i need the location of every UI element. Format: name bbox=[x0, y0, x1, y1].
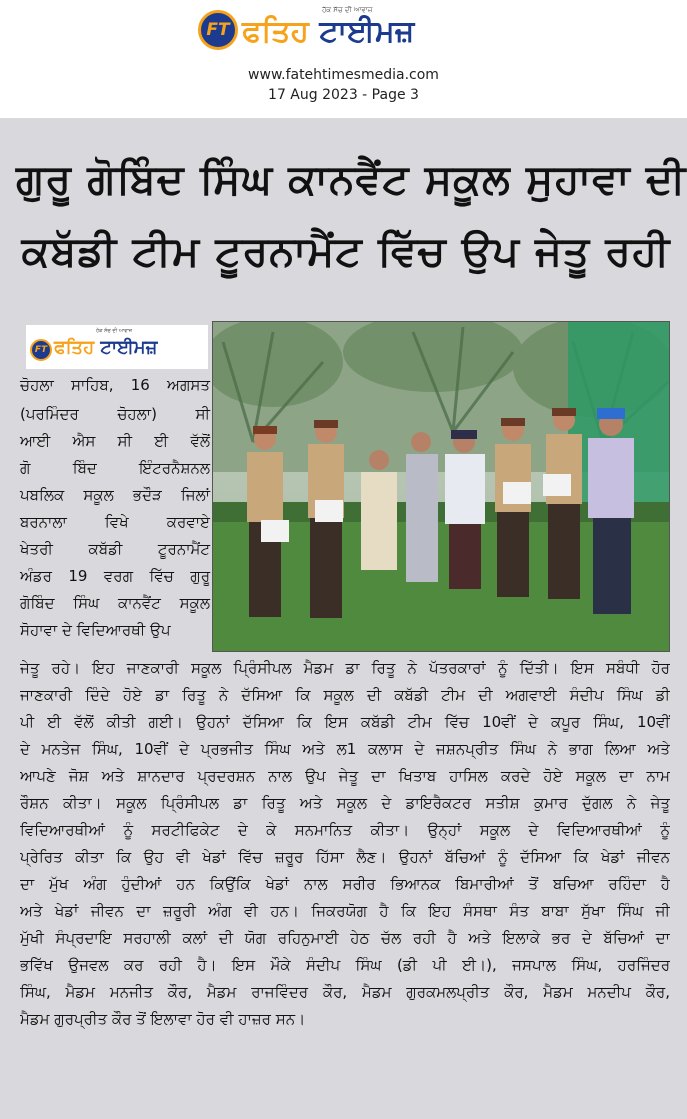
article-body-line: ਜੇਤੂ ਰਹੇ। ਇਹ ਜਾਣਕਾਰੀ ਸਕੂਲ ਪ੍ਰਿੰਸੀਪਲ ਮੈਡਮ ਡਾ ਰਿਤੂ ਨੇ ਪੱਤਰਕਾਰਾਂ ਨੂੰ ਦਿੱਤੀ। ਇਸ ਸਬੰਧੀ ਹੋਰ bbox=[20, 659, 670, 677]
publication-date-page: 17 Aug 2023 - Page 3 bbox=[268, 87, 419, 103]
clipping-logo-wordmark bbox=[54, 335, 157, 361]
article-body-line: ਭਵਿੱਖ ਉਜਵਲ ਕਰ ਰਹੀ ਹੈ। ਇਸ ਮੌਕੇ ਸੰਦੀਪ ਸਿੰਘ (ਡੀ ਪੀ ਈ।), ਜਸਪਾਲ ਸਿੰਘ, ਹਰਜਿੰਦਰ bbox=[20, 956, 670, 974]
article-body-line: ਆਪਣੇ ਜੋਸ਼ ਅਤੇ ਸ਼ਾਨਦਾਰ ਪ੍ਰਦਰਸ਼ਨ ਨਾਲ ਉਪ ਜੇਤੂ ਦਾ ਖਿਤਾਬ ਹਾਸਿਲ ਕਰਦੇ ਹੋਏ ਸਕੂਲ ਦਾ ਨਾਮ bbox=[20, 767, 670, 785]
clipping-logo-word-times: ਟਾਈਮਜ਼ bbox=[100, 337, 158, 358]
article-side-line: ਪਬਲਿਕ ਸਕੂਲ ਭਦੌੜ ਜਿਲਾਂ bbox=[20, 486, 210, 504]
logo-tagline: ਹੱਕ ਸੱਚ ਦੀ ਆਵਾਜ਼ bbox=[322, 6, 373, 14]
article-side-line: (ਪਰਮਿੰਦਰ ਚੋਹਲਾ) ਸੀ bbox=[20, 405, 210, 423]
article-side-line: ਚੋਹਲਾ ਸਾਹਿਬ, 16 ਅਗਸਤ bbox=[20, 376, 210, 394]
article-body-line: ਜਾਣਕਾਰੀ ਦਿੰਦੇ ਹੋਏ ਡਾ ਰਿਤੂ ਨੇ ਦੱਸਿਆ ਕਿ ਸਕੂਲ ਦੀ ਕਬੱਡੀ ਟੀਮ ਦੀ ਅਗਵਾਈ ਸੰਦੀਪ ਸਿੰਘ ਡੀ bbox=[20, 686, 670, 704]
masthead-logo bbox=[198, 6, 488, 58]
headline-line-1: ਗੁਰੂ ਗੋਬਿੰਦ ਸਿੰਘ ਕਾਨਵੈਂਟ ਸਕੂਲ ਸੁਹਾਵਾ ਦੀ bbox=[16, 155, 687, 203]
article-side-line: ਆਈ ਐਸ ਸੀ ਈ ਵੱਲੋਂ bbox=[20, 432, 210, 450]
article-body-line: ਸਿੰਘ, ਮੈਡਮ ਮਨਜੀਤ ਕੌਰ, ਮੈਡਮ ਰਾਜਵਿੰਦਰ ਕੌਰ, ਮੈਡਮ ਗੁਰਕਮਲਪ੍ਰੀਤ ਕੌਰ, ਮੈਡਮ ਮਨਦੀਪ ਕੌਰ, bbox=[20, 983, 670, 1001]
article-body-line: ਪੀ ਈ ਵੱਲੋਂ ਕੀਤੀ ਗਈ। ਉਹਨਾਂ ਦੱਸਿਆ ਕਿ ਇਸ ਕਬੱਡੀ ਟੀਮ ਵਿੱਚ 10ਵੀਂ ਦੇ ਕਪੂਰ ਸਿੰਘ, 10ਵੀਂ bbox=[20, 713, 670, 731]
logo-wordmark bbox=[242, 14, 414, 50]
logo-word-times: ਟਾਈਮਜ਼ bbox=[319, 14, 415, 49]
article-side-line: ਬਰਨਾਲਾ ਵਿਖੇ ਕਰਵਾਏ bbox=[20, 513, 210, 531]
logo-emblem: FT bbox=[198, 10, 238, 50]
headline-line-2: ਕਬੱਡੀ ਟੀਮ ਟੂਰਨਾਮੈਂਟ ਵਿੱਚ ਉਪ ਜੇਤੂ ਰਹੀ bbox=[21, 227, 671, 275]
clipping-logo bbox=[26, 325, 208, 369]
team-photo-image bbox=[213, 322, 670, 652]
clipping-logo-emblem: FT bbox=[30, 339, 52, 361]
source-url: www.fatehtimesmedia.com bbox=[248, 67, 439, 83]
masthead bbox=[0, 0, 687, 118]
article-side-line: ਖੇਤਰੀ ਕਬੱਡੀ ਟੂਰਨਾਮੈਂਟ bbox=[20, 540, 210, 558]
clipping-logo-word-fateh: ਫਤਿਹ bbox=[54, 337, 95, 358]
article-body-line: ਮੁੱਖੀ ਸੰਪ੍ਰਦਾਇ ਸਰਹਾਲੀ ਕਲਾਂ ਦੀ ਯੋਗ ਰਹਿਨੁਮਾਈ ਹੇਠ ਚੱਲ ਰਹੀ ਹੈ ਅਤੇ ਇਲਾਕੇ ਭਰ ਦੇ ਬੱਚਿਆਂ ਦਾ bbox=[20, 929, 670, 947]
article-side-line: ਗੋਬਿੰਦ ਸਿੰਘ ਕਾਨਵੈਂਟ ਸਕੂਲ bbox=[20, 594, 210, 612]
article-side-line: ਗੋ ਬਿੰਦ ਇੰਟਰਨੈਸ਼ਨਲ bbox=[20, 459, 210, 477]
article-side-line: ਅੰਡਰ 19 ਵਰਗ ਵਿੱਚ ਗੁਰੂ bbox=[20, 567, 210, 585]
logo-word-fateh: ਫਤਿਹ bbox=[242, 14, 309, 49]
article-body-line: ਅਤੇ ਖੇਡਾਂ ਜੀਵਨ ਦਾ ਜ਼ਰੂਰੀ ਅੰਗ ਵੀ ਹਨ। ਜਿਕਰਯੋਗ ਹੈ ਕਿ ਇਹ ਸੰਸਥਾ ਸੰਤ ਬਾਬਾ ਸੁੱਖਾ ਸਿੰਘ ਜੀ bbox=[20, 902, 670, 920]
article-body-line: ਦਾ ਮੁੱਖ ਅੰਗ ਹੁੰਦੀਆਂ ਹਨ ਕਿਉਂਕਿ ਖੇਡਾਂ ਨਾਲ ਸਰੀਰ ਭਿਆਨਕ ਬਿਮਾਰੀਆਂ ਤੋਂ ਬਚਿਆ ਰਹਿੰਦਾ ਹੈ bbox=[20, 875, 670, 893]
article-body-line: ਪ੍ਰੇਰਿਤ ਕੀਤਾ ਕਿ ਉਹ ਵੀ ਖੇਡਾਂ ਵਿੱਚ ਜ਼ਰੂਰ ਹਿੱਸਾ ਲੈਣ। ਉਹਨਾਂ ਬੱਚਿਆਂ ਨੂੰ ਦੱਸਿਆ ਕਿ ਖੇਡਾਂ ਜੀਵਨ bbox=[20, 848, 670, 866]
team-photo bbox=[212, 321, 670, 652]
article-body-line: ਦੇ ਮਨਤੇਜ ਸਿੰਘ, 10ਵੀਂ ਦੇ ਪ੍ਰਭਜੀਤ ਸਿੰਘ ਅਤੇ ਲ1 ਕਲਾਸ ਦੇ ਜਸ਼ਨਪ੍ਰੀਤ ਸਿੰਘ ਨੇ ਭਾਗ ਲਿਆ ਅਤੇ bbox=[20, 740, 670, 758]
clipping-logo-tagline: ਹੱਕ ਸੱਚ ਦੀ ਆਵਾਜ਼ bbox=[96, 328, 133, 334]
article-body-line: ਵਿਦਿਆਰਥੀਆਂ ਨੂੰ ਸਰਟੀਫਿਕੇਟ ਦੇ ਕੇ ਸਨਮਾਨਿਤ ਕੀਤਾ। ਉਨ੍ਹਾਂ ਸਕੂਲ ਦੇ ਵਿਦਿਆਰਥੀਆਂ ਨੂੰ bbox=[20, 821, 670, 839]
article-side-line: ਸੋਹਾਵਾ ਦੇ ਵਿਦਿਆਰਥੀ ਉਪ bbox=[20, 621, 171, 639]
article-body-line: ਮੈਡਮ ਗੁਰਪ੍ਰੀਤ ਕੌਰ ਤੋਂ ਇਲਾਵਾ ਹੋਰ ਵੀ ਹਾਜ਼ਰ ਸਨ। bbox=[20, 1010, 306, 1028]
article-body-line: ਰੌਸ਼ਨ ਕੀਤਾ। ਸਕੂਲ ਪ੍ਰਿੰਸੀਪਲ ਡਾ ਰਿਤੂ ਅਤੇ ਸਕੂਲ ਦੇ ਡਾਇਰੈਕਟਰ ਸਤੀਸ਼ ਕੁਮਾਰ ਦੁੱਗਲ ਨੇ ਜੇਤੂ bbox=[20, 794, 670, 812]
